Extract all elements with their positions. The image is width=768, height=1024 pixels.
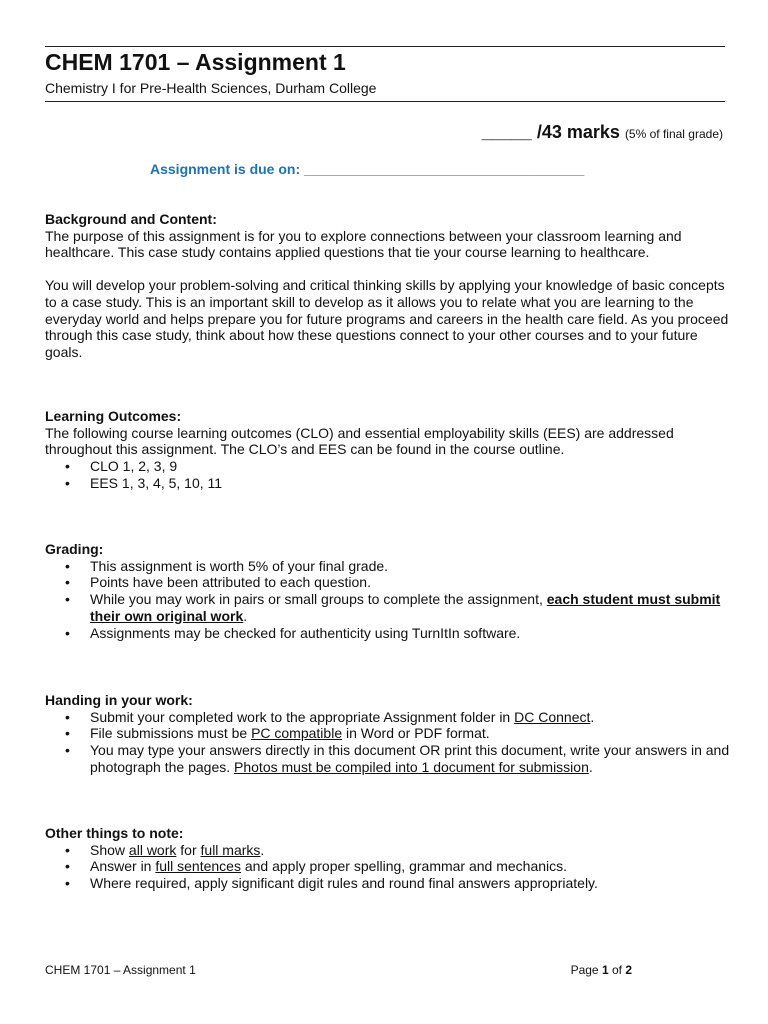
list-item: • Points have been attributed to each question. <box>45 574 735 591</box>
page-of: of <box>608 963 626 977</box>
grading-item3-end: . <box>243 607 248 624</box>
grading-item3-text: While you may work in pairs or small groups to complete the assignment, <box>90 591 547 608</box>
list-item: • Where required, apply significant digit rules and round final answers appropriately. <box>45 875 735 892</box>
list-item <box>45 742 735 775</box>
handing-item1-text: Submit your completed work to the appropriate Assignment folder in <box>90 708 515 725</box>
header-bottom-rule <box>45 101 725 102</box>
other-item2-text: Answer in <box>90 858 156 875</box>
grading-heading: Grading: <box>45 541 104 557</box>
due-date-line <box>150 161 584 177</box>
full-sentences-emphasis: full sentences <box>155 858 241 875</box>
list-item <box>45 842 735 859</box>
other-item1-end: . <box>260 841 265 858</box>
page-title: CHEM 1701 – Assignment 1 <box>45 49 346 75</box>
grading-list <box>45 558 735 642</box>
grading-section <box>45 541 735 641</box>
handing-item3-text: You may type your answers directly in this document OR print this document, write your answers in and photograph the pages. <box>90 742 730 775</box>
due-date-label: Assignment is due on: <box>150 161 301 177</box>
list-item <box>45 709 735 726</box>
handing-item3-end: . <box>588 758 593 775</box>
other-section <box>45 825 735 892</box>
marks-line <box>482 122 723 143</box>
header-top-rule <box>45 46 725 47</box>
all-work-emphasis: all work <box>128 841 177 858</box>
course-subtitle: Chemistry I for Pre-Health Sciences, Durham College <box>45 80 377 96</box>
outcomes-section <box>45 408 735 492</box>
pc-compatible-emphasis: PC compatible <box>251 725 343 742</box>
handing-item2-text: File submissions must be <box>90 725 252 742</box>
other-item2-end: and apply proper spelling, grammar and mechanics. <box>240 858 568 875</box>
page-current: 1 <box>601 963 609 977</box>
dc-connect-link[interactable]: DC Connect <box>514 708 591 725</box>
photos-compiled-emphasis: Photos must be compiled into 1 document for submission <box>234 758 589 775</box>
outcomes-intro: The following course learning outcomes (CLO) and essential employability skills (EES) are addressed throughout this assignment. The CLO’s and EES can be found in the course outline. <box>45 424 674 458</box>
background-para-1: The purpose of this assignment is for you to explore connections between your classroom learning and healthcare. This case study contains applied questions that tie your course learning to healthcare. <box>45 227 682 261</box>
handing-heading: Handing in your work: <box>45 692 193 708</box>
handing-section <box>45 692 735 776</box>
handing-item1-end: . <box>590 708 595 725</box>
other-list <box>45 842 735 892</box>
marks-total: /43 marks <box>536 122 620 142</box>
other-heading: Other things to note: <box>45 825 184 841</box>
outcomes-heading: Learning Outcomes: <box>45 408 182 424</box>
other-item1-text: Show <box>90 841 129 858</box>
page-label: Page <box>570 963 602 977</box>
list-item <box>45 591 735 624</box>
background-heading: Background and Content: <box>45 211 217 227</box>
due-date-blank[interactable]: ____________________________________ <box>304 161 585 177</box>
page-total: 2 <box>625 963 632 977</box>
list-item: • EES 1, 3, 4, 5, 10, 11 <box>45 475 735 492</box>
background-section <box>45 211 735 361</box>
marks-blank[interactable]: _____ <box>481 122 532 142</box>
list-item: • CLO 1, 2, 3, 9 <box>45 458 735 475</box>
outcomes-list <box>45 458 735 491</box>
background-para-2: You will develop your problem-solving and critical thinking skills by applying your knowledge of basic concepts to a case study. This is an important skill to develop as it allows you to relate what you are learning to the everyday world and helps prepare you for future programs and careers in the health care field. As you proceed through this case study, think about how these questions connect to your other courses and to your future goals. <box>45 277 729 360</box>
footer-title: CHEM 1701 – Assignment 1 <box>45 963 196 977</box>
page-number <box>571 963 632 977</box>
handing-item2-end: in Word or PDF format. <box>342 725 490 742</box>
list-item <box>45 858 735 875</box>
list-item: • This assignment is worth 5% of your final grade. <box>45 558 735 575</box>
other-item1-mid: for <box>176 841 201 858</box>
full-marks-emphasis: full marks <box>200 841 261 858</box>
original-work-emphasis: each student must submit their own original work <box>90 591 721 624</box>
marks-note: (5% of final grade) <box>624 127 723 141</box>
handing-list <box>45 709 735 776</box>
list-item: • Assignments may be checked for authenticity using TurnItIn software. <box>45 625 735 642</box>
list-item <box>45 725 735 742</box>
